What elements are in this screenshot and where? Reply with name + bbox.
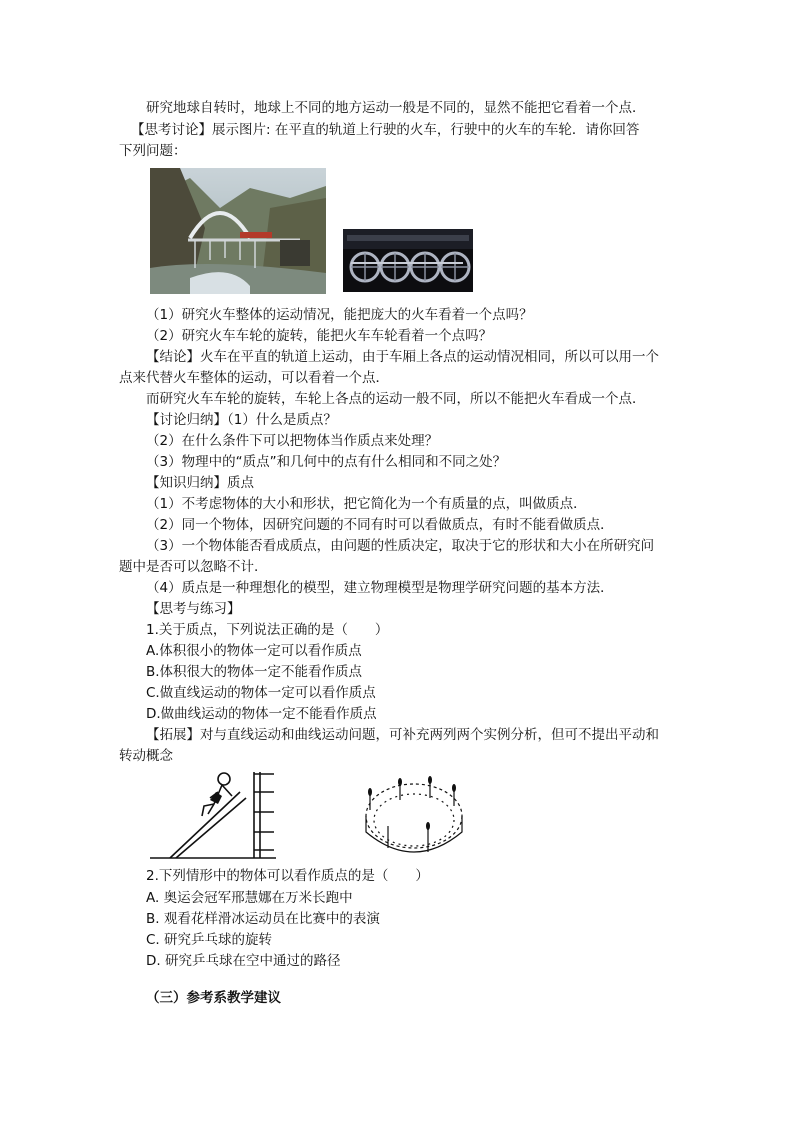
earth-rotation-text: 研究地球自转时，地球上不同的地方运动一般是不同的，显然不能把它看着一个点． [146, 100, 646, 116]
discussion-prompt-line2: 下列问题： [119, 143, 187, 159]
slide-illustration [148, 770, 278, 862]
exercise-q2-stem: 2.下列情形中的物体可以看作质点的是（ ） [146, 868, 429, 884]
summary-line1: 【讨论归纳】（1）什么是质点？ [146, 412, 337, 428]
question-1: （1）研究火车整体的运动情况，能把庞大的火车看着一个点吗？ [146, 307, 533, 323]
conclusion-line3: 而研究火车车轮的旋转，车轮上各点的运动一般不同，所以不能把火车看成一个点． [146, 391, 646, 407]
summary-line2: （2）在什么条件下可以把物体当作质点来处理？ [146, 433, 439, 449]
exercise-q1-option-a: A.体积很小的物体一定可以看作质点 [146, 643, 362, 659]
exercise-q1-option-b: B.体积很大的物体一定不能看作质点 [146, 664, 363, 680]
exercise-q1-option-c: C.做直线运动的物体一定可以看作质点 [146, 685, 376, 701]
discussion-prompt-line1: 【思考讨论】展示图片: 在平直的轨道上行驶的火车，行驶中的火车的车轮．请你回答 [131, 122, 640, 138]
knowledge-title: 【知识归纳】质点 [146, 475, 254, 491]
section-heading: （三）参考系教学建议 [146, 990, 281, 1006]
knowledge-point-2: （2）同一个物体，因研究问题的不同有时可以看做质点，有时不能看做质点． [146, 517, 614, 533]
knowledge-point-3-line2: 题中是否可以忽略不计. [119, 559, 259, 575]
train-wheels-photo [343, 229, 473, 292]
question-2: （2）研究火车车轮的旋转，能把火车车轮看着一个点吗？ [146, 328, 493, 344]
exercise-q2-option-c: C. 研究乒乓球的旋转 [146, 932, 273, 948]
conclusion-line1: 【结论】火车在平直的轨道上运动，由于车厢上各点的运动情况相同，所以可以用一个 [146, 349, 659, 365]
exercise-q2-option-a: A. 奥运会冠军邢慧娜在万米长跑中 [146, 890, 353, 906]
exercise-q2-option-d: D. 研究乒乓球在空中通过的路径 [146, 953, 341, 969]
knowledge-point-4: （4）质点是一种理想化的模型，建立物理模型是物理学研究问题的基本方法． [146, 580, 614, 596]
exercise-title: 【思考与练习】 [146, 601, 241, 617]
extension-line1: 【拓展】对与直线运动和曲线运动问题，可补充两列两个实例分析，但可不提出平动和 [146, 727, 659, 743]
conclusion-line2: 点来代替火车整体的运动，可以看着一个点． [119, 370, 389, 386]
extension-line2: 转动概念 [119, 748, 173, 764]
exercise-q1-option-d: D.做曲线运动的物体一定不能看作质点 [146, 706, 377, 722]
summary-line3: （3）物理中的“质点”和几何中的点有什么相同和不同之处？ [146, 454, 507, 470]
exercise-q1-stem: 1.关于质点，下列说法正确的是（ ） [146, 622, 389, 638]
exercise-q2-option-b: B. 观看花样滑冰运动员在比赛中的表演 [146, 911, 380, 927]
bridge-train-photo [150, 168, 326, 294]
knowledge-point-1: （1）不考虑物体的大小和形状，把它简化为一个有质量的点，叫做质点． [146, 496, 587, 512]
knowledge-point-3-line1: （3）一个物体能否看成质点，由问题的性质决定，取决于它的形状和大小在所研究问 [146, 538, 655, 554]
circular-track-illustration [362, 776, 466, 864]
